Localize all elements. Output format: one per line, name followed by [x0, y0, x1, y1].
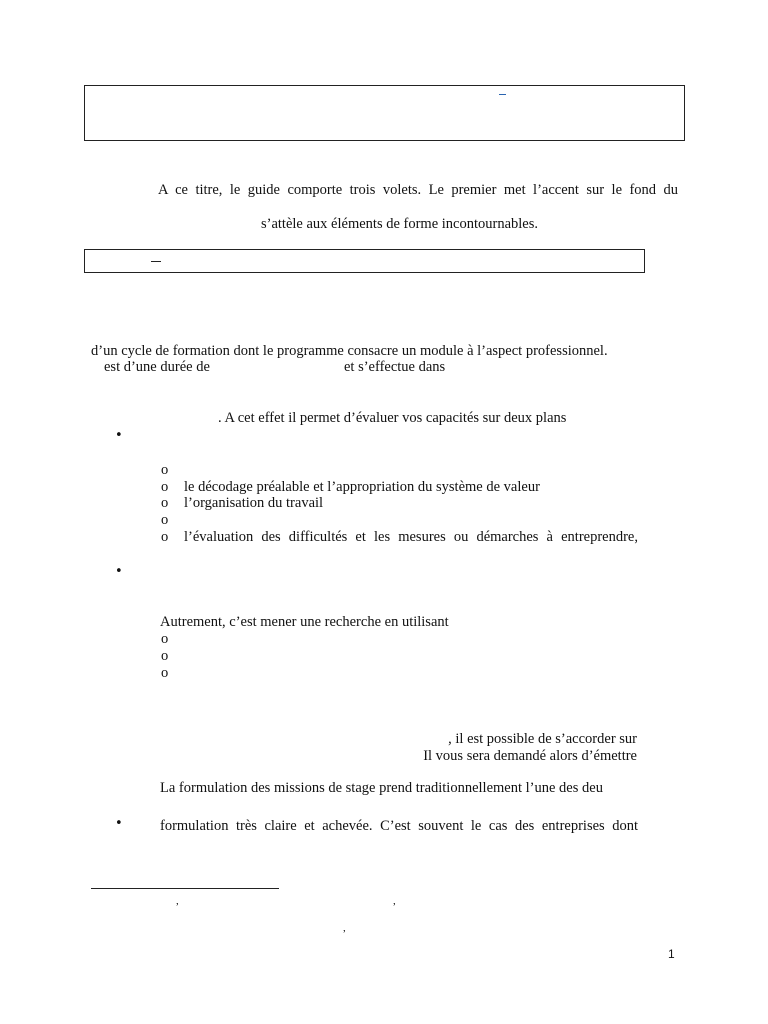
sub-item-circle-5: o: [161, 529, 169, 545]
bullet-1: •: [115, 428, 123, 443]
section-dash: [151, 261, 161, 262]
footnote-separator: [91, 888, 279, 889]
sub-item-circle-2: o: [161, 479, 169, 495]
footnote-comma-1: ,: [176, 895, 179, 907]
sub-item-text-5: l’évaluation des difficultés et les mesures ou démarches à entreprendre,: [184, 529, 638, 545]
sub-item-text-2: le décodage préalable et l’appropriation du système de valeur: [184, 479, 540, 495]
formulation-line: La formulation des missions de stage prend traditionnellement l’une des deu: [160, 780, 603, 796]
footnote-comma-3: ,: [343, 922, 346, 934]
clear-formulation-line: formulation très claire et achevée. C’est souvent le cas des entreprises dont: [160, 818, 638, 834]
research-circle-3: o: [161, 665, 169, 681]
blue-underline-mark: [499, 94, 506, 95]
intro-line-2: s’attèle aux éléments de forme incontournables.: [261, 216, 539, 232]
intro-line-1: A ce titre, le guide comporte trois volets. Le premier met l’accent sur le fond du: [158, 182, 678, 198]
sub-item-circle-4: o: [161, 512, 169, 528]
cycle-duration-label: est d’une durée de: [104, 359, 210, 375]
footnote-comma-2: ,: [393, 895, 396, 907]
research-circle-1: o: [161, 631, 169, 647]
cycle-line-1: d’un cycle de formation dont le programme consacre un module à l’aspect professionnel.: [91, 343, 608, 359]
bullet-2: •: [115, 564, 123, 579]
header-box: [84, 85, 685, 141]
research-circle-2: o: [161, 648, 169, 664]
sub-item-circle-3: o: [161, 495, 169, 511]
cycle-location-label: et s’effectue dans: [344, 359, 446, 375]
sub-item-text-3: l’organisation du travail: [184, 495, 324, 511]
section-box: [84, 249, 645, 273]
bullet-3: •: [115, 816, 123, 831]
page-number: 1: [668, 947, 675, 961]
evaluation-intro: . A cet effet il permet d’évaluer vos capacités sur deux plans: [218, 410, 567, 426]
accord-line: , il est possible de s’accorder sur: [448, 731, 637, 747]
sub-item-circle-1: o: [161, 462, 169, 478]
research-line: Autrement, c’est mener une recherche en utilisant: [160, 614, 449, 630]
demand-line: Il vous sera demandé alors d’émettre: [423, 748, 637, 764]
